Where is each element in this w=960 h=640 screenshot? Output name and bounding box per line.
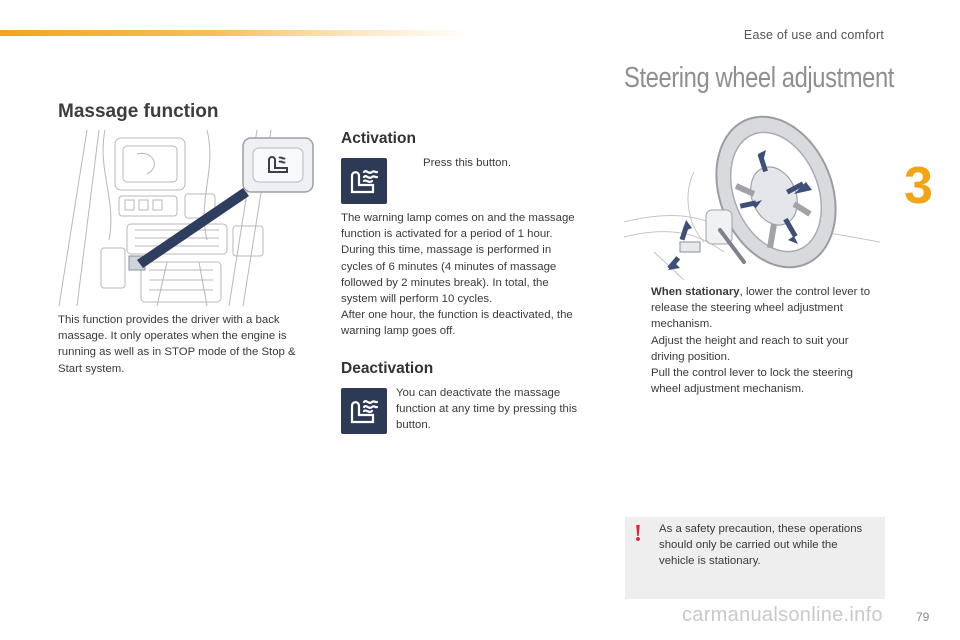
safety-note-text: As a safety precaution, these operations should only be carried out while the vehicle is stationary. (659, 523, 863, 568)
list-item: Pull the control lever to lock the steering wheel adjustment mechanism. (651, 367, 853, 396)
warning-icon: ! (634, 521, 642, 547)
deactivation-body: You can deactivate the massage function at any time by pressing this button. (396, 387, 578, 432)
accent-bar (0, 30, 470, 36)
chapter-number: 3 (904, 157, 933, 215)
page-number: 79 (916, 610, 930, 624)
steering-steps (624, 284, 880, 397)
seat-massage-icon (347, 396, 381, 426)
activation-instruction: Press this button. (423, 157, 512, 169)
massage-button-activation (341, 158, 387, 204)
activation-title: Activation (341, 130, 416, 147)
chapter-title: Ease of use and comfort (743, 28, 884, 42)
steering-wheel-illustration (624, 112, 880, 280)
activation-body: The warning lamp comes on and the massage function is activated for a period of 1 hour. During this time, massage is performed in cycles of 6 minutes (4 minutes of massage followed by 2 minutes break). In total, the system will perform 10 cycles. After one hour, the function is deactivated, the warning lamp goes off. (341, 212, 575, 338)
massage-title: Massage function (58, 101, 219, 122)
massage-button-deactivation (341, 388, 387, 434)
console-illustration (57, 130, 315, 308)
steering-title: Steering wheel adjustment (624, 62, 894, 94)
list-item: When stationary, lower the control lever to release the steering wheel adjustment mechanism. (651, 286, 871, 331)
seat-massage-icon (347, 166, 381, 196)
massage-intro: This function provides the driver with a back massage. It only operates when the engine is running as well as in STOP mode of the Stop & Start system. (58, 314, 296, 375)
watermark: carmanualsonline.info (682, 604, 883, 626)
list-item: Adjust the height and reach to suit your driving position. (651, 334, 849, 363)
deactivation-title: Deactivation (341, 360, 434, 377)
